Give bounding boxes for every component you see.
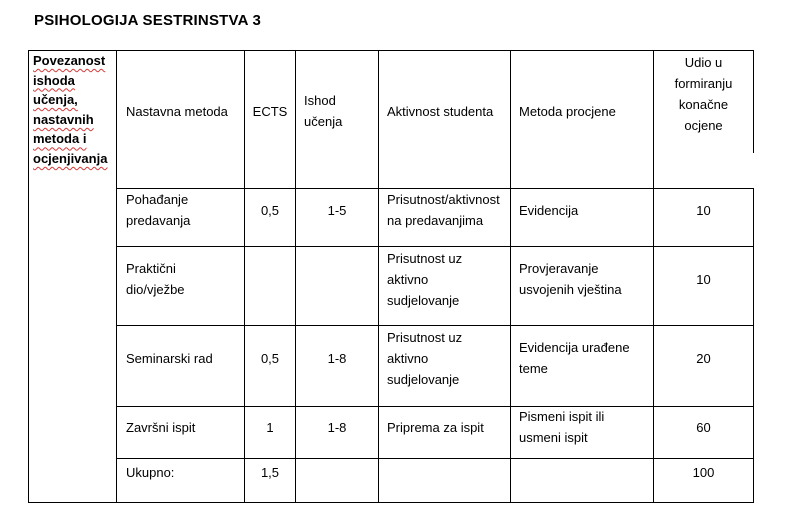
document-title: PSIHOLOGIJA SESTRINSTVA 3 <box>34 12 261 29</box>
table-row-1-activity: Prisutnost/aktivnost na predavanjima <box>387 192 500 228</box>
table-rule <box>753 188 754 503</box>
table-row-total-method: Ukupno: <box>126 465 175 480</box>
side-heading-line: Povezanost <box>33 53 106 68</box>
table-row-3-outcome: 1-8 <box>327 350 347 366</box>
header-ects: ECTS <box>252 103 288 119</box>
table-rule <box>753 50 754 153</box>
table-row-4-activity: Priprema za ispit <box>387 419 484 435</box>
table-row-total-ects: 1,5 <box>260 465 280 480</box>
table-row-1-assessment: Evidencija <box>519 202 579 218</box>
table-row-3-share: 20 <box>696 350 711 366</box>
table-row-4-assessment: Pismeni ispit ili usmeni ispit <box>519 409 605 445</box>
table-rule <box>28 50 29 503</box>
side-heading-line: ishoda <box>33 72 75 88</box>
side-heading-line: učenja, <box>33 92 78 108</box>
table-row-4-outcome: 1-8 <box>327 419 347 435</box>
table-row-1-ects: 0,5 <box>260 202 280 218</box>
table-row-3-activity: Prisutnost uz aktivno sudjelovanje <box>387 329 463 387</box>
table-row-2-activity: Prisutnost uz aktivno sudjelovanje <box>387 250 463 308</box>
table-row-2-assessment: Provjeravanje usvojenih vještina <box>519 261 622 297</box>
table-row-3-method: Seminarski rad <box>126 350 213 366</box>
header-udio: Udio u formiranju konačne ocjene <box>674 55 733 133</box>
side-heading <box>33 51 113 169</box>
table-row-2-ects <box>245 247 295 311</box>
table-row-total-share: 100 <box>692 465 715 480</box>
table-row-4-share: 60 <box>696 419 711 435</box>
header-metoda-procjene: Metoda procjene <box>519 103 616 119</box>
side-heading-line: metoda i <box>33 131 87 147</box>
table-row-2-method: Praktični dio/vježbe <box>126 261 185 297</box>
side-heading-line: nastavnih <box>33 111 94 127</box>
table-rule <box>116 50 117 503</box>
side-heading-line: ocjenjivanja <box>33 150 108 166</box>
table-rule <box>378 50 379 503</box>
table-row-3-assessment: Evidencija urađene teme <box>519 340 630 376</box>
table-row-1-share: 10 <box>696 202 711 218</box>
table-rule <box>28 502 754 503</box>
table-row-1-outcome: 1-5 <box>327 202 347 218</box>
table-rule <box>510 50 511 503</box>
table-row-4-ects: 1 <box>266 419 274 435</box>
table-row-3-ects: 0,5 <box>260 350 280 366</box>
header-ishod-ucenja: Ishod učenja <box>304 93 343 129</box>
table-row-4-method: Završni ispit <box>126 419 196 435</box>
table-row-2-share: 10 <box>696 271 711 287</box>
header-aktivnost-studenta: Aktivnost studenta <box>387 103 494 119</box>
header-nastavna-metoda: Nastavna metoda <box>126 103 228 119</box>
table-row-1-method: Pohađanje predavanja <box>126 192 191 228</box>
table-row-2-outcome <box>296 247 378 311</box>
table-rule <box>116 458 754 459</box>
